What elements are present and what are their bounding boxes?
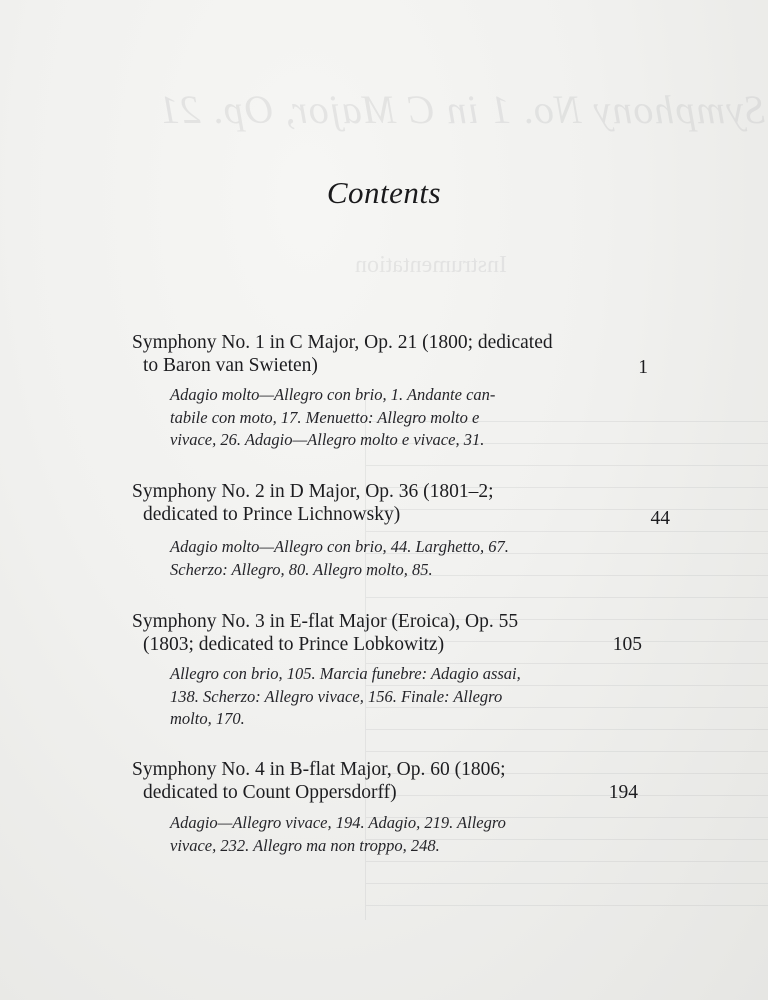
toc-movements xyxy=(170,384,570,452)
toc-movements-line: Adagio molto—Allegro con brio, 44. Larghetto, 67. xyxy=(170,537,509,556)
toc-entry-title xyxy=(132,480,582,526)
toc-movements xyxy=(170,536,570,581)
toc-movements-line: 138. Scherzo: Allegro vivace, 156. Finale: Allegro xyxy=(170,686,503,706)
toc-movements-line: Adagio molto—Allegro con brio, 1. Andante can- xyxy=(170,385,496,404)
toc-entry-title-line2: dedicated to Prince Lichnowsky) xyxy=(143,504,401,525)
toc-page-number: 1 xyxy=(638,357,648,378)
toc-movements-line: tabile con moto, 17. Menuetto: Allegro molto e xyxy=(170,407,480,427)
toc-entry-title xyxy=(132,758,582,804)
toc-entry-title-line1: Symphony No. 3 in E-flat Major (Eroica), Op. 55 xyxy=(132,611,519,632)
toc-entry-title xyxy=(132,331,582,377)
toc-page-number: 194 xyxy=(608,782,638,803)
toc-movements-line: Adagio—Allegro vivace, 194. Adagio, 219. Allegro xyxy=(170,813,506,832)
toc-entry-title-line2: dedicated to Count Oppersdorff) xyxy=(143,782,397,803)
toc-entry-title-line2: (1803; dedicated to Prince Lobkowitz) xyxy=(143,634,445,655)
toc-entry-title-line1: Symphony No. 2 in D Major, Op. 36 (1801–2; xyxy=(132,481,494,502)
toc-movements xyxy=(170,812,570,857)
toc-page-number: 105 xyxy=(612,634,642,655)
toc-entry-title-line2: to Baron van Swieten) xyxy=(143,355,318,376)
toc-entry-title xyxy=(132,610,582,656)
toc-movements-line: Allegro con brio, 105. Marcia funebre: Adagio assai, xyxy=(170,664,521,683)
bleed-through-subtitle: Instrumentation xyxy=(355,252,507,278)
toc-movements-line: vivace, 232. Allegro ma non troppo, 248. xyxy=(170,835,440,855)
bleed-through-title: Symphony No. 1 in C Major, Op. 21 xyxy=(158,87,765,132)
toc-entry-title-line1: Symphony No. 4 in B-flat Major, Op. 60 (1806; xyxy=(132,759,506,780)
toc-movements-line: Scherzo: Allegro, 80. Allegro molto, 85. xyxy=(170,559,433,579)
toc-movements-line: vivace, 26. Adagio—Allegro molto e vivace, 31. xyxy=(170,430,485,449)
page-title: Contents xyxy=(326,175,442,210)
toc-movements xyxy=(170,663,570,731)
toc-page-number: 44 xyxy=(650,508,670,529)
toc-movements-line: molto, 170. xyxy=(170,709,245,728)
toc-entry-title-line1: Symphony No. 1 in C Major, Op. 21 (1800; dedicated xyxy=(132,332,553,353)
